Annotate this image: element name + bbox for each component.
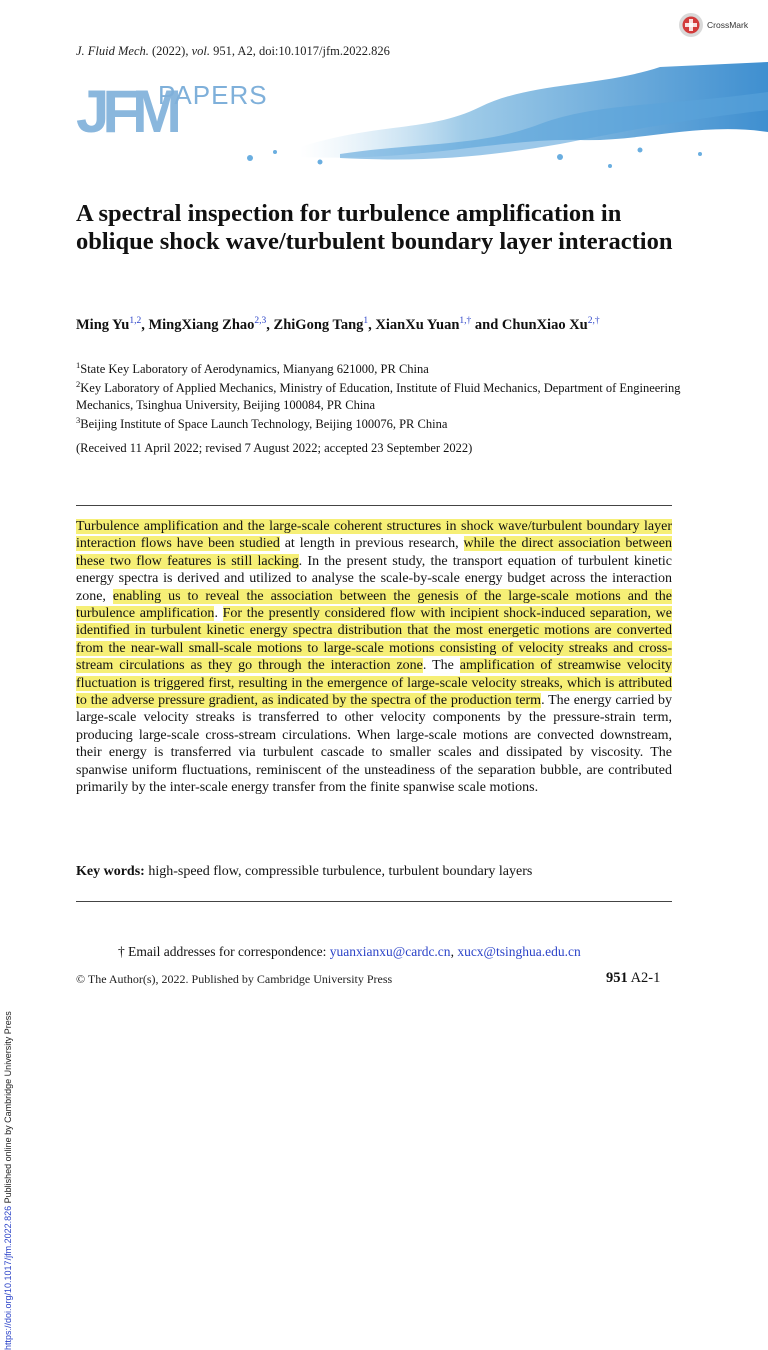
- abstract-highlighted-text: For the presently considered flow with incipient shock-induced separation, we identified in turbulent kinetic energy spectra distribution that the most energetic motions are converted from the near-wall small-scale motions to large-scale motions consisting of velocity streaks and cross-stream circulations as they go through the interaction zone: [76, 606, 673, 674]
- article-title: A spectral inspection for turbulence amplification in oblique shock wave/turbulent boundary layer interaction: [76, 200, 673, 255]
- author-name: ChunXiao Xu: [501, 316, 588, 333]
- doi-sidebar-link[interactable]: https://doi.org/10.1017/jfm.2022.826: [3, 1205, 13, 1350]
- author-list: [76, 312, 696, 335]
- copyright-notice: © The Author(s), 2022. Published by Cambridge University Press: [76, 972, 393, 986]
- author-affiliation-marker[interactable]: 1,†: [459, 316, 472, 326]
- author-name: MingXiang Zhao: [148, 316, 255, 333]
- abstract-text: at length in previous research,: [279, 536, 464, 552]
- author-affiliation-marker[interactable]: 1: [363, 316, 369, 326]
- email-link-yuan[interactable]: yuanxianxu@cardc.cn: [329, 944, 451, 959]
- affiliation-number: 1: [76, 360, 81, 370]
- author-separator: ,: [266, 316, 274, 333]
- doi-sidebar-note: Published online by Cambridge University Press: [3, 1011, 13, 1206]
- author-name: XianXu Yuan: [375, 316, 460, 333]
- footnote-prefix: † Email addresses for correspondence:: [118, 944, 330, 959]
- author-separator: ,: [368, 316, 376, 333]
- keywords: [76, 864, 532, 880]
- abstract-text: . The energy carried by large-scale velocity streaks is transferred to other velocity components by the pressure-strain term, producing large-scale cross-stream circulations. When large-scale motions are convected downstream, their energy is transferred via turbulent cascade to smaller scales and dissipated by viscosity. The spanwise uniform fluctuations, reminiscent of the unsteadiness of the separation bubble, are contributed primarily by the inter-scale energy transfer from the finite spanwise scale motions.: [76, 693, 672, 796]
- journal-vol-label: vol.: [191, 44, 210, 58]
- crossmark-badge[interactable]: [678, 12, 748, 38]
- footnote-sep: ,: [450, 944, 458, 959]
- keywords-label: Key words:: [76, 864, 145, 879]
- affiliation-2: [76, 376, 696, 414]
- affiliation-text: State Key Laboratory of Aerodynamics, Mianyang 621000, PR China: [80, 362, 429, 377]
- abstract-highlighted-text: while the direct association between these two flow features is still lacking: [76, 536, 672, 569]
- author-separator: ,: [141, 316, 149, 333]
- affiliation-1: [76, 357, 696, 378]
- abstract-bottom-rule: [76, 901, 672, 902]
- author-affiliation-marker[interactable]: 2,3: [254, 316, 267, 326]
- affiliation-3: [76, 412, 696, 433]
- crossmark-icon: [678, 12, 704, 38]
- crossmark-label: CrossMark: [707, 20, 749, 30]
- page-number: [606, 970, 660, 987]
- journal-vol-rest: 951, A2, doi:10.1017/jfm.2022.826: [210, 44, 390, 58]
- abstract-text: . The: [422, 658, 460, 674]
- jfm-logo: JFM: [76, 78, 175, 145]
- abstract-top-rule: [76, 505, 672, 506]
- affiliation-text: Beijing Institute of Space Launch Technology, Beijing 100076, PR China: [80, 417, 448, 432]
- author-name: ZhiGong Tang: [273, 316, 364, 333]
- page-volume: 951: [606, 970, 628, 986]
- abstract-highlighted-text: amplification of streamwise velocity fluctuation is triggered first, resulting in the emergence of large-scale velocity streaks, which is attributed to the adverse pressure gradient, as indicated by the spectra of the production term: [76, 658, 673, 709]
- author-separator: and: [471, 316, 502, 333]
- affiliation-text: Key Laboratory of Applied Mechanics, Ministry of Education, Institute of Fluid Mechanics, Department of Engineering Mechanics, Tsinghua University, Beijing 100084, PR China: [76, 381, 681, 413]
- received-dates: (Received 11 April 2022; revised 7 August 2022; accepted 23 September 2022): [76, 441, 473, 455]
- email-link-xu[interactable]: xucx@tsinghua.edu.cn: [457, 944, 581, 959]
- doi-sidebar-text: [3, 1011, 13, 1350]
- correspondence-footnote: [118, 944, 581, 960]
- author-affiliation-marker[interactable]: 2,†: [587, 316, 600, 326]
- abstract-highlighted-text: Turbulence amplification and the large-scale coherent structures in shock wave/turbulent boundary layer interaction flows have been studied: [76, 519, 672, 552]
- affiliation-number: 2: [76, 379, 81, 389]
- affiliation-number: 3: [76, 415, 81, 425]
- abstract-highlighted-text: enabling us to reveal the association between the genesis of the large-scale motions and the turbulence amplification: [76, 588, 673, 622]
- author-name: Ming Yu: [76, 316, 130, 333]
- doi-sidebar: [0, 660, 18, 1350]
- page-id: A2-1: [627, 970, 661, 986]
- abstract-text: .: [214, 606, 223, 622]
- abstract-text: . In the present study, the transport equation of turbulent kinetic energy spectra is derived and utilized to analyse the scale-by-scale energy budget across the interaction zone,: [76, 553, 672, 604]
- journal-name: J. Fluid Mech.: [76, 44, 149, 58]
- author-affiliation-marker[interactable]: 1,2: [129, 316, 142, 326]
- journal-reference: [76, 44, 390, 59]
- section-label: PAPERS: [158, 80, 268, 110]
- journal-year: (2022),: [148, 44, 192, 58]
- abstract: [76, 518, 672, 797]
- keywords-text: high-speed flow, compressible turbulence, turbulent boundary layers: [144, 864, 533, 879]
